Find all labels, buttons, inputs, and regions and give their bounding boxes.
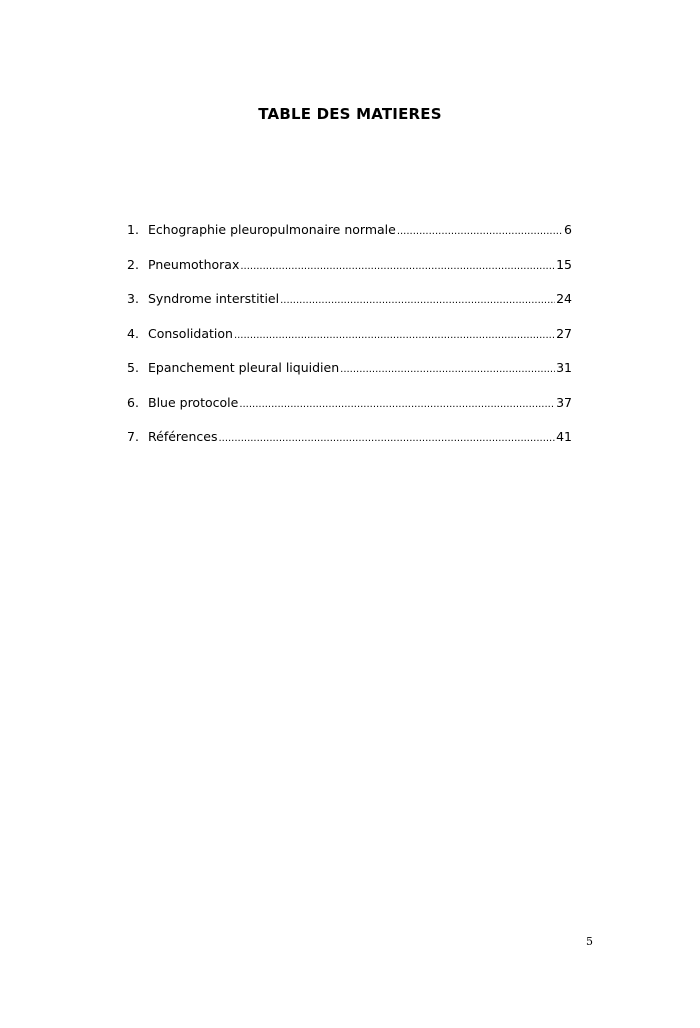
toc-entry[interactable] [127, 395, 572, 430]
toc-entry-label: Syndrome interstitiel [148, 291, 280, 306]
toc-entry-number: 1. [127, 222, 139, 237]
toc-entry-page: 6 [564, 222, 572, 237]
table-of-contents [127, 222, 572, 464]
dot-leader [280, 291, 555, 306]
dot-leader [340, 360, 555, 375]
toc-entry-label: Blue protocole [148, 394, 239, 410]
dot-leader [397, 222, 563, 237]
toc-entry-page: 24 [556, 291, 572, 306]
toc-entry-page: 31 [556, 360, 572, 375]
toc-entry-page: 15 [556, 256, 572, 272]
toc-entry-number: 6. [127, 394, 139, 410]
toc-entry[interactable] [127, 429, 572, 464]
toc-entry-label: Pneumothorax [148, 256, 240, 272]
toc-entry-number: 3. [127, 291, 139, 306]
toc-entry-number: 4. [127, 325, 139, 341]
dot-leader [240, 257, 555, 272]
toc-entry[interactable] [127, 326, 572, 361]
toc-entry-number: 2. [127, 256, 139, 272]
toc-entry[interactable] [127, 291, 572, 326]
toc-entry-number: 5. [127, 360, 139, 375]
toc-entry[interactable] [127, 360, 572, 395]
dot-leader [218, 429, 555, 444]
dot-leader [234, 326, 555, 341]
page-title: TABLE DES MATIERES [258, 105, 442, 123]
toc-entry[interactable] [127, 257, 572, 292]
page-number: 5 [586, 935, 593, 948]
toc-entry[interactable] [127, 222, 572, 257]
toc-entry-page: 37 [556, 394, 572, 410]
toc-entry-label: Références [148, 429, 218, 444]
toc-entry-page: 41 [556, 429, 572, 444]
toc-entry-label: Echographie pleuropulmonaire normale [148, 222, 396, 237]
toc-entry-number: 7. [127, 429, 139, 444]
dot-leader [239, 395, 555, 410]
toc-entry-label: Consolidation [148, 325, 233, 341]
toc-entry-page: 27 [556, 325, 572, 341]
toc-entry-label: Epanchement pleural liquidien [148, 360, 340, 375]
